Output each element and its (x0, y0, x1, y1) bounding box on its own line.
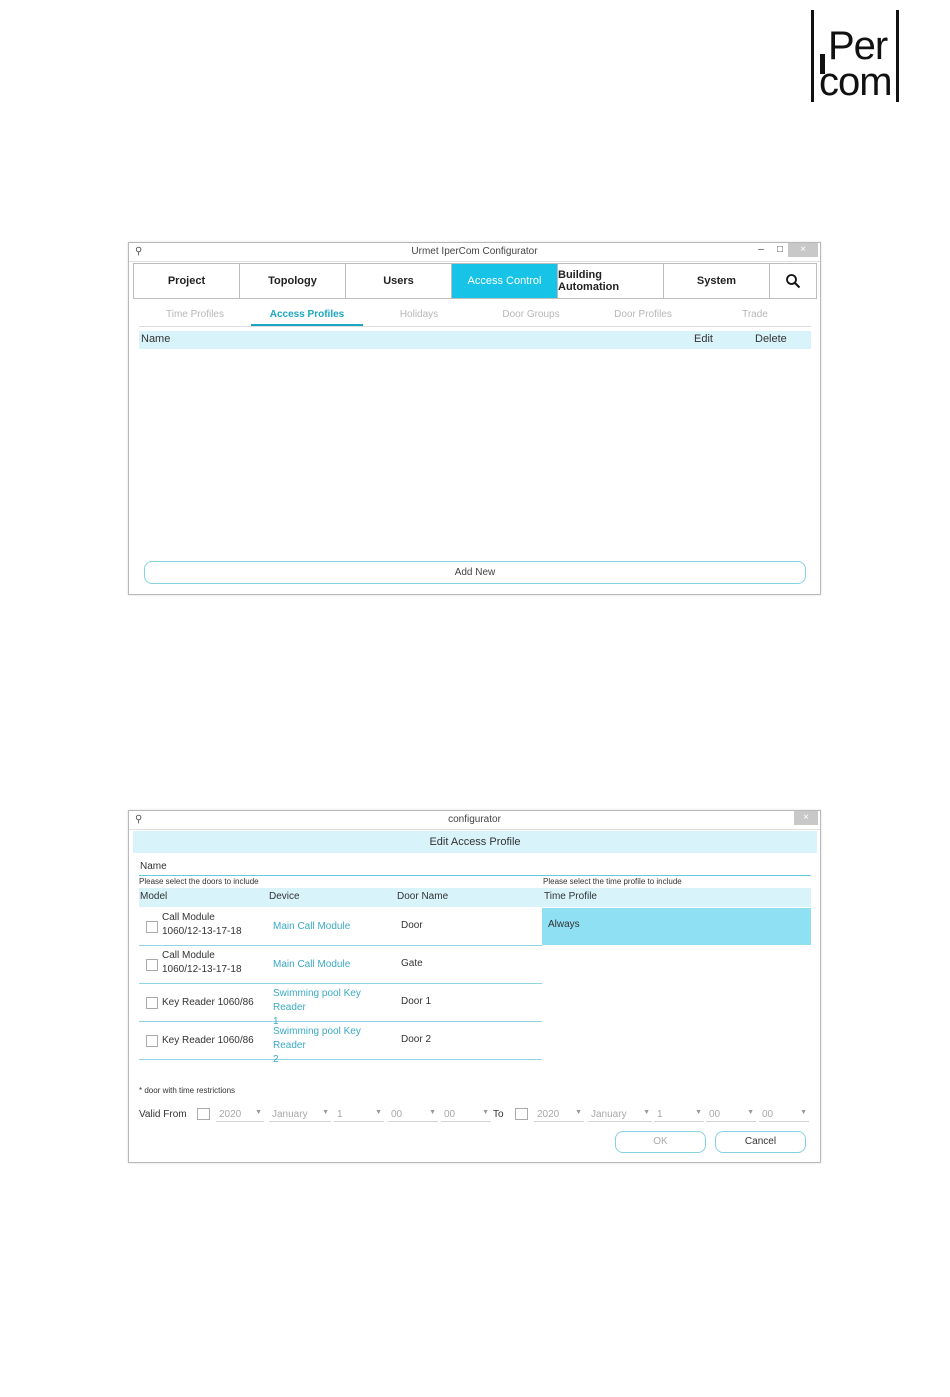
subtab-time-profiles[interactable]: Time Profiles (166, 309, 224, 320)
select-value: 00 (444, 1109, 456, 1120)
main-tab-bar (133, 263, 817, 299)
chevron-down-icon: ▼ (800, 1109, 807, 1116)
name-field[interactable] (139, 859, 811, 876)
select-value: 00 (762, 1109, 774, 1120)
door-name: Door 2 (401, 1034, 432, 1045)
doors-hint: Please select the doors to include (139, 877, 259, 886)
sub-tab-bar (139, 305, 811, 327)
chevron-down-icon: ▼ (255, 1109, 262, 1116)
select-value: 2020 (537, 1109, 560, 1120)
search-button[interactable] (770, 264, 816, 298)
from-day-select[interactable] (334, 1107, 384, 1122)
model-line: 1060/12-13-17-18 (162, 926, 242, 937)
table-row[interactable] (139, 908, 542, 946)
app-icon: ⚲ (135, 246, 143, 257)
from-month-select[interactable] (269, 1107, 331, 1122)
to-minute-select[interactable] (759, 1107, 809, 1122)
chevron-down-icon: ▼ (747, 1109, 754, 1116)
subtab-trade[interactable]: Trade (742, 309, 768, 320)
time-profile-header (542, 888, 811, 907)
close-button[interactable]: × (788, 243, 818, 257)
to-hour-select[interactable] (706, 1107, 756, 1122)
device-line: 2 (273, 1054, 279, 1065)
column-name: Name (141, 333, 171, 345)
column-time-profile: Time Profile (544, 891, 597, 902)
door-name: Door (401, 920, 423, 931)
select-value: 00 (391, 1109, 403, 1120)
tab-building-automation[interactable]: Building Automation (558, 264, 664, 298)
table-row[interactable] (139, 984, 542, 1027)
subtab-door-profiles[interactable]: Door Profiles (614, 309, 672, 320)
time-profile-hint: Please select the time profile to include (543, 877, 682, 886)
door-model (162, 996, 262, 1010)
select-value: 1 (337, 1109, 343, 1120)
model-line: Call Module (162, 950, 215, 961)
to-year-select[interactable] (534, 1107, 584, 1122)
door-device (273, 1025, 395, 1067)
select-value: January (591, 1109, 627, 1120)
door-model (162, 1034, 262, 1048)
logo-text-com: com (819, 60, 892, 104)
select-value: 1 (657, 1109, 663, 1120)
ipercom-logo (808, 10, 903, 104)
select-value: 00 (709, 1109, 721, 1120)
dialog-title: configurator (448, 814, 501, 825)
device-line: Swimming pool Key Reader (273, 1026, 361, 1051)
validity-row (139, 1107, 811, 1123)
tab-users[interactable]: Users (346, 264, 452, 298)
tab-access-control[interactable]: Access Control (452, 264, 558, 298)
chevron-down-icon: ▼ (322, 1109, 329, 1116)
door-model (162, 949, 262, 977)
model-line: Key Reader 1060/86 (162, 1035, 254, 1046)
door-device (273, 958, 395, 972)
select-value: January (272, 1109, 308, 1120)
model-line: Key Reader 1060/86 (162, 997, 254, 1008)
door-model (162, 911, 262, 939)
device-line: Swimming pool Key Reader (273, 988, 361, 1013)
add-new-button[interactable]: Add New (144, 561, 806, 584)
time-profile-item-always[interactable] (542, 908, 811, 945)
device-line: 1 (273, 1016, 279, 1027)
restriction-note: * door with time restrictions (139, 1086, 236, 1095)
from-hour-select[interactable] (388, 1107, 438, 1122)
column-device: Device (269, 891, 300, 902)
door-device (273, 920, 395, 934)
from-year-select[interactable] (216, 1107, 264, 1122)
tab-project[interactable]: Project (134, 264, 240, 298)
chevron-down-icon: ▼ (482, 1109, 489, 1116)
tab-system[interactable]: System (664, 264, 770, 298)
table-row[interactable] (139, 1022, 542, 1065)
subtab-door-groups[interactable]: Door Groups (502, 309, 560, 320)
name-label: Name (140, 861, 167, 872)
column-delete: Delete (755, 333, 787, 345)
cancel-button[interactable]: Cancel (715, 1131, 806, 1153)
valid-from-checkbox[interactable] (197, 1108, 210, 1120)
chevron-down-icon: ▼ (429, 1109, 436, 1116)
column-edit: Edit (694, 333, 713, 345)
valid-to-checkbox[interactable] (515, 1108, 528, 1120)
logo-right-bar (896, 10, 899, 102)
select-value: 2020 (219, 1109, 242, 1120)
subtab-holidays[interactable]: Holidays (399, 309, 439, 320)
chevron-down-icon: ▼ (643, 1109, 650, 1116)
model-line: Call Module (162, 912, 215, 923)
door-checkbox[interactable] (146, 921, 158, 933)
model-line: 1060/12-13-17-18 (162, 964, 242, 975)
to-day-select[interactable] (654, 1107, 704, 1122)
tab-topology[interactable]: Topology (240, 264, 346, 298)
edit-access-profile-dialog (128, 810, 821, 1163)
window-titlebar[interactable] (129, 243, 820, 262)
app-icon: ⚲ (135, 814, 143, 825)
minimize-button[interactable]: – (758, 244, 764, 255)
close-button[interactable]: × (794, 811, 818, 825)
access-profiles-list-header (139, 331, 811, 349)
subtab-access-profiles[interactable]: Access Profiles (251, 305, 363, 326)
logo-left-bar (811, 10, 814, 102)
door-checkbox[interactable] (146, 959, 158, 971)
maximize-button[interactable]: □ (776, 244, 784, 255)
logo-text-per: Per (828, 24, 888, 68)
to-label: To (493, 1109, 504, 1120)
dialog-heading: Edit Access Profile (133, 831, 817, 853)
device-line: Main Call Module (273, 921, 351, 932)
to-month-select[interactable] (588, 1107, 652, 1122)
ok-button[interactable]: OK (615, 1131, 706, 1153)
dialog-titlebar[interactable] (129, 811, 820, 830)
search-icon (785, 273, 801, 289)
door-checkbox[interactable] (146, 1035, 158, 1047)
door-name: Gate (401, 958, 423, 969)
configurator-window (128, 242, 821, 595)
column-door-name: Door Name (397, 891, 449, 902)
column-model: Model (140, 891, 168, 902)
time-profile-label: Always (548, 919, 580, 930)
doors-table-header (139, 888, 542, 907)
door-name: Door 1 (401, 996, 432, 1007)
device-line: Main Call Module (273, 959, 351, 970)
from-minute-select[interactable] (441, 1107, 491, 1122)
chevron-down-icon: ▼ (695, 1109, 702, 1116)
chevron-down-icon: ▼ (575, 1109, 582, 1116)
table-row[interactable] (139, 946, 542, 984)
valid-from-label: Valid From (139, 1109, 187, 1120)
chevron-down-icon: ▼ (375, 1109, 382, 1116)
door-checkbox[interactable] (146, 997, 158, 1009)
window-title: Urmet IperCom Configurator (411, 246, 538, 257)
